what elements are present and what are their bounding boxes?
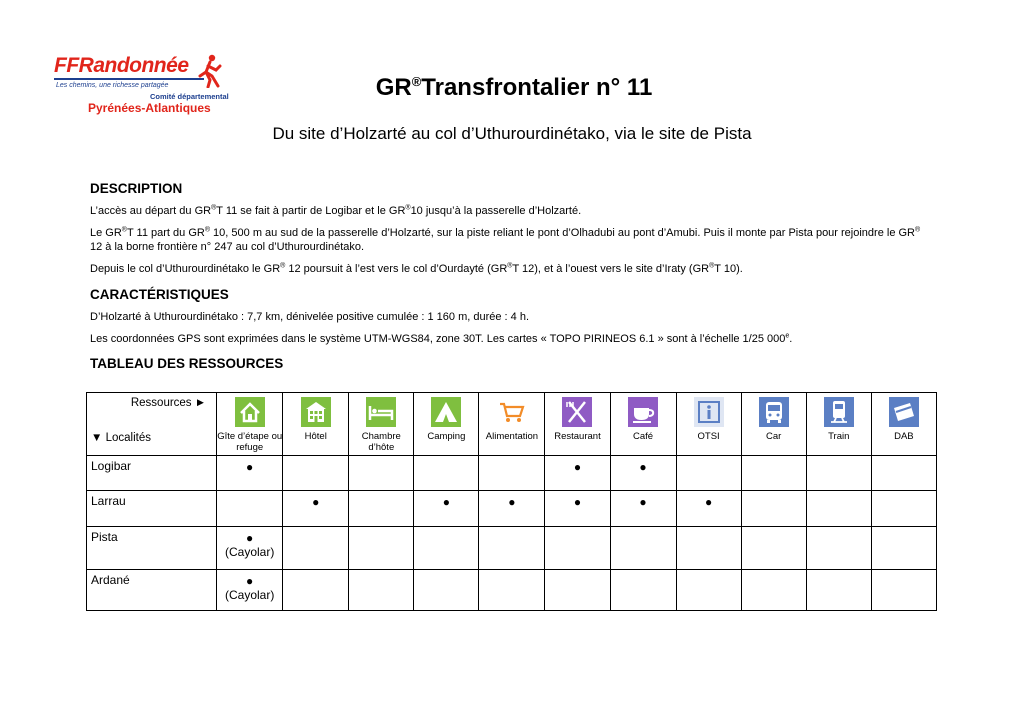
table-cell xyxy=(349,570,414,611)
description-paragraph-3: Depuis le col d’Uthurourdinétako le GR® 12 poursuit à l’est vers le col d’Ourdayté (GR®T 12), et à l’ouest vers le site d’Iraty (GR®T 10). xyxy=(90,262,743,275)
table-row xyxy=(87,456,937,491)
page-title: GR®Transfrontalier n° 11 xyxy=(375,74,653,101)
table-cell xyxy=(545,570,610,611)
cart-icon xyxy=(497,397,527,427)
table-row xyxy=(87,491,937,527)
table-cell xyxy=(676,456,741,491)
localites-label: ▼ Localités xyxy=(91,432,151,444)
table-cell xyxy=(479,570,545,611)
column-header-train: Train xyxy=(806,393,871,456)
description-paragraph-2: Le GR®T 11 part du GR® 10, 500 m au sud de la passerelle d’Holzarté, sur la piste reliant le pont d’Olhadubi au pont d’Amubi. Puis il monte par Pista pour rejoindre le GR® 12 à la borne frontière n° 247 au col d’Uthurourdinétako. xyxy=(90,226,921,253)
table-row xyxy=(87,570,937,611)
table-cell xyxy=(871,570,936,611)
card-icon xyxy=(889,397,919,427)
table-cell xyxy=(349,491,414,527)
column-header-otsi: OTSI xyxy=(676,393,741,456)
bus-icon xyxy=(759,397,789,427)
page-subtitle: Du site d’Holzarté au col d’Uthurourdinétako, via le site de Pista xyxy=(272,124,752,143)
column-header-chambre: Chambre d’hôte xyxy=(349,393,414,456)
table-cell xyxy=(806,570,871,611)
section-tableau-heading: TABLEAU DES RESSOURCES xyxy=(90,356,284,371)
logo-wordmark: FFRandonnée xyxy=(54,54,189,77)
caracteristiques-paragraph-1: D’Holzarté à Uthurourdinétako : 7,7 km, dénivelée positive cumulée : 1 160 m, durée : 4 h. xyxy=(90,311,530,323)
table-cell xyxy=(871,527,936,570)
table-cell xyxy=(349,527,414,570)
row-name-pista: Pista xyxy=(87,527,217,570)
tent-icon xyxy=(431,397,461,427)
column-header-gite: Gîte d’étape ou refuge xyxy=(217,393,283,456)
table-cell xyxy=(479,527,545,570)
table-cell xyxy=(806,527,871,570)
table-cell: ● xyxy=(217,456,283,491)
column-header-hotel: Hôtel xyxy=(283,393,349,456)
table-cell xyxy=(610,570,676,611)
column-header-camping: Camping xyxy=(414,393,479,456)
table-cell xyxy=(806,491,871,527)
table-cell xyxy=(806,456,871,491)
section-caracteristiques-heading: CARACTÉRISTIQUES xyxy=(90,287,229,302)
table-cell: ● xyxy=(479,491,545,527)
table-cell xyxy=(414,456,479,491)
table-cell xyxy=(871,456,936,491)
table-row xyxy=(87,527,937,570)
logo-comite: Comité départemental xyxy=(150,92,229,101)
table-cell xyxy=(283,527,349,570)
gite-icon xyxy=(235,397,265,427)
column-header-cafe: Café xyxy=(610,393,676,456)
table-cell xyxy=(610,527,676,570)
table-cell xyxy=(414,570,479,611)
table-cell xyxy=(741,527,806,570)
table-cell xyxy=(676,527,741,570)
table-cell xyxy=(283,456,349,491)
resources-table xyxy=(86,392,937,611)
column-header-restaurant: Restaurant xyxy=(545,393,610,456)
table-cell: ● xyxy=(610,456,676,491)
header-corner-cell xyxy=(87,393,217,456)
row-name-logibar: Logibar xyxy=(87,456,217,491)
table-cell: ● xyxy=(414,491,479,527)
row-name-larrau: Larrau xyxy=(87,491,217,527)
table-cell xyxy=(741,570,806,611)
table-cell: ● xyxy=(545,491,610,527)
column-header-dab: DAB xyxy=(871,393,936,456)
cup-icon xyxy=(628,397,658,427)
hotel-icon xyxy=(301,397,331,427)
table-header-row xyxy=(87,393,937,456)
table-cell xyxy=(217,491,283,527)
table-cell: ● xyxy=(676,491,741,527)
table-cell: ● (Cayolar) xyxy=(217,570,283,611)
ressources-label: Ressources ► xyxy=(130,397,207,409)
section-description-heading: DESCRIPTION xyxy=(90,181,183,196)
row-name-ardane: Ardané xyxy=(87,570,217,611)
table-cell xyxy=(283,570,349,611)
logo-department: Pyrénées-Atlantiques xyxy=(88,101,211,115)
table-cell xyxy=(741,491,806,527)
description-paragraph-1: L’accès au départ du GR®T 11 se fait à partir de Logibar et le GR®10 jusqu’à la passerelle d’Holzarté. xyxy=(90,204,582,217)
info-icon xyxy=(694,397,724,427)
table-cell xyxy=(676,570,741,611)
table-cell xyxy=(349,456,414,491)
column-header-car: Car xyxy=(741,393,806,456)
table-cell: ● xyxy=(545,456,610,491)
logo-tagline: Les chemins, une richesse partagée xyxy=(56,82,169,89)
table-cell xyxy=(871,491,936,527)
table-cell xyxy=(741,456,806,491)
table-cell: ● xyxy=(610,491,676,527)
table-cell: ● xyxy=(283,491,349,527)
bed-icon xyxy=(366,397,396,427)
column-header-alimentation: Alimentation xyxy=(479,393,545,456)
train-icon xyxy=(824,397,854,427)
cutlery-icon xyxy=(562,397,592,427)
table-cell xyxy=(414,527,479,570)
caracteristiques-paragraph-2: Les coordonnées GPS sont exprimées dans le système UTM-WGS84, zone 30T. Les cartes « TOPO PIRINEOS 6.1 » sont à l’échelle 1/25 000e. xyxy=(90,332,793,345)
table-cell: ● (Cayolar) xyxy=(217,527,283,570)
table-cell xyxy=(479,456,545,491)
table-cell xyxy=(545,527,610,570)
